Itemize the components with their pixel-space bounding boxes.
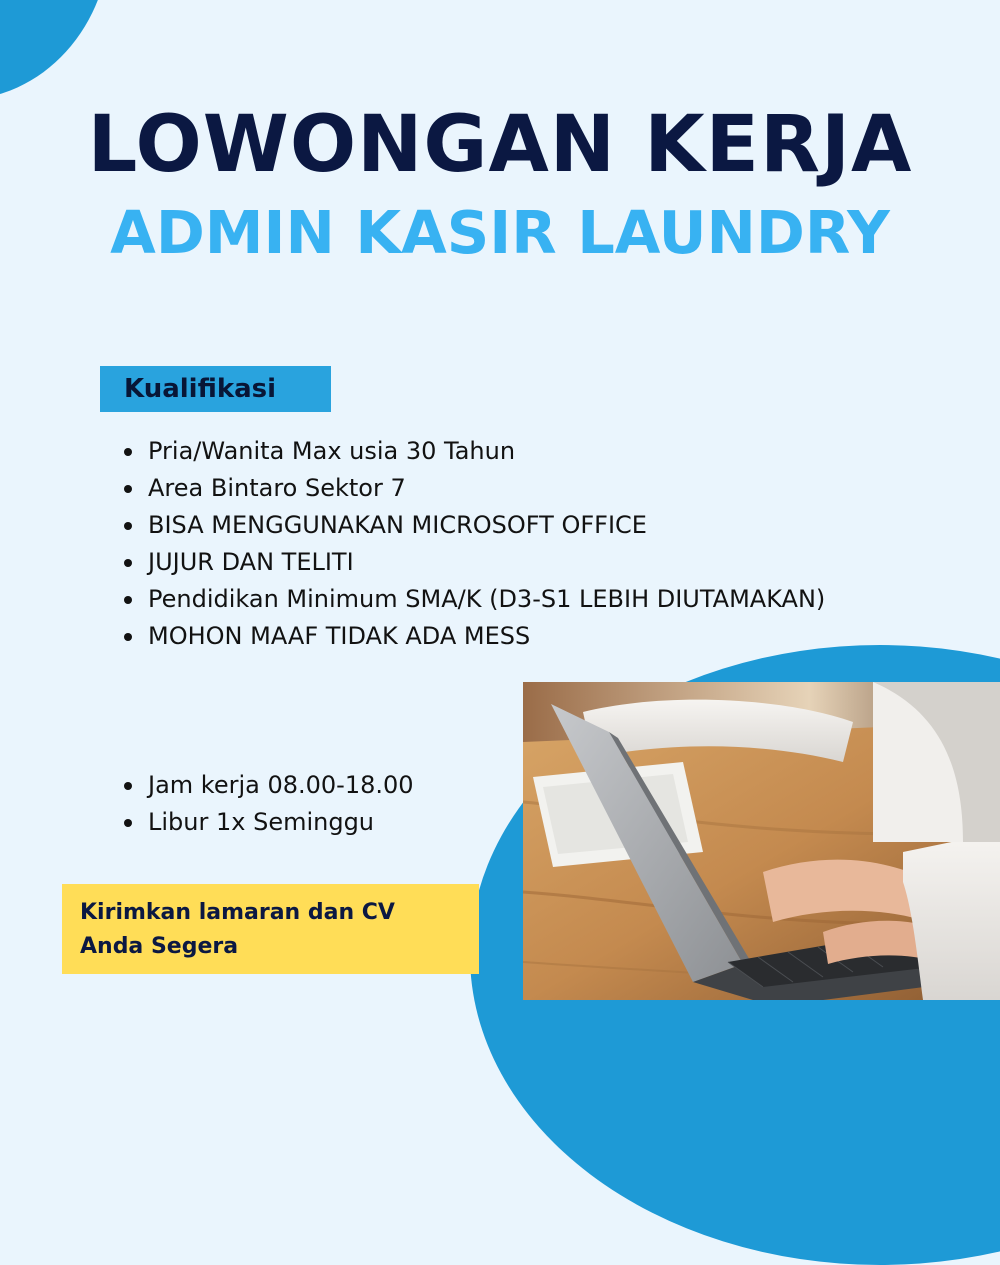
list-item: Pria/Wanita Max usia 30 Tahun [122, 433, 825, 470]
qualifications-list [122, 433, 825, 655]
list-item: Pendidikan Minimum SMA/K (D3-S1 LEBIH DIUTAMAKAN) [122, 581, 825, 618]
corner-blob-top-left [0, 0, 110, 100]
list-item: Area Bintaro Sektor 7 [122, 470, 825, 507]
cta-box [62, 884, 479, 974]
cta-line-2: Anda Segera [80, 934, 239, 959]
list-item: BISA MENGGUNAKAN MICROSOFT OFFICE [122, 507, 825, 544]
laptop-photo [523, 682, 1000, 1000]
list-item: MOHON MAAF TIDAK ADA MESS [122, 618, 825, 655]
cta-line-1: Kirimkan lamaran dan CV [80, 900, 395, 925]
list-item: Libur 1x Seminggu [122, 804, 414, 841]
laptop-photo-illustration [523, 682, 1000, 1000]
poster-title: LOWONGAN KERJA [87, 100, 913, 190]
poster-subtitle: ADMIN KASIR LAUNDRY [110, 198, 890, 267]
qualifications-badge: Kualifikasi [100, 366, 331, 412]
schedule-list [122, 767, 414, 841]
list-item: Jam kerja 08.00-18.00 [122, 767, 414, 804]
list-item: JUJUR DAN TELITI [122, 544, 825, 581]
